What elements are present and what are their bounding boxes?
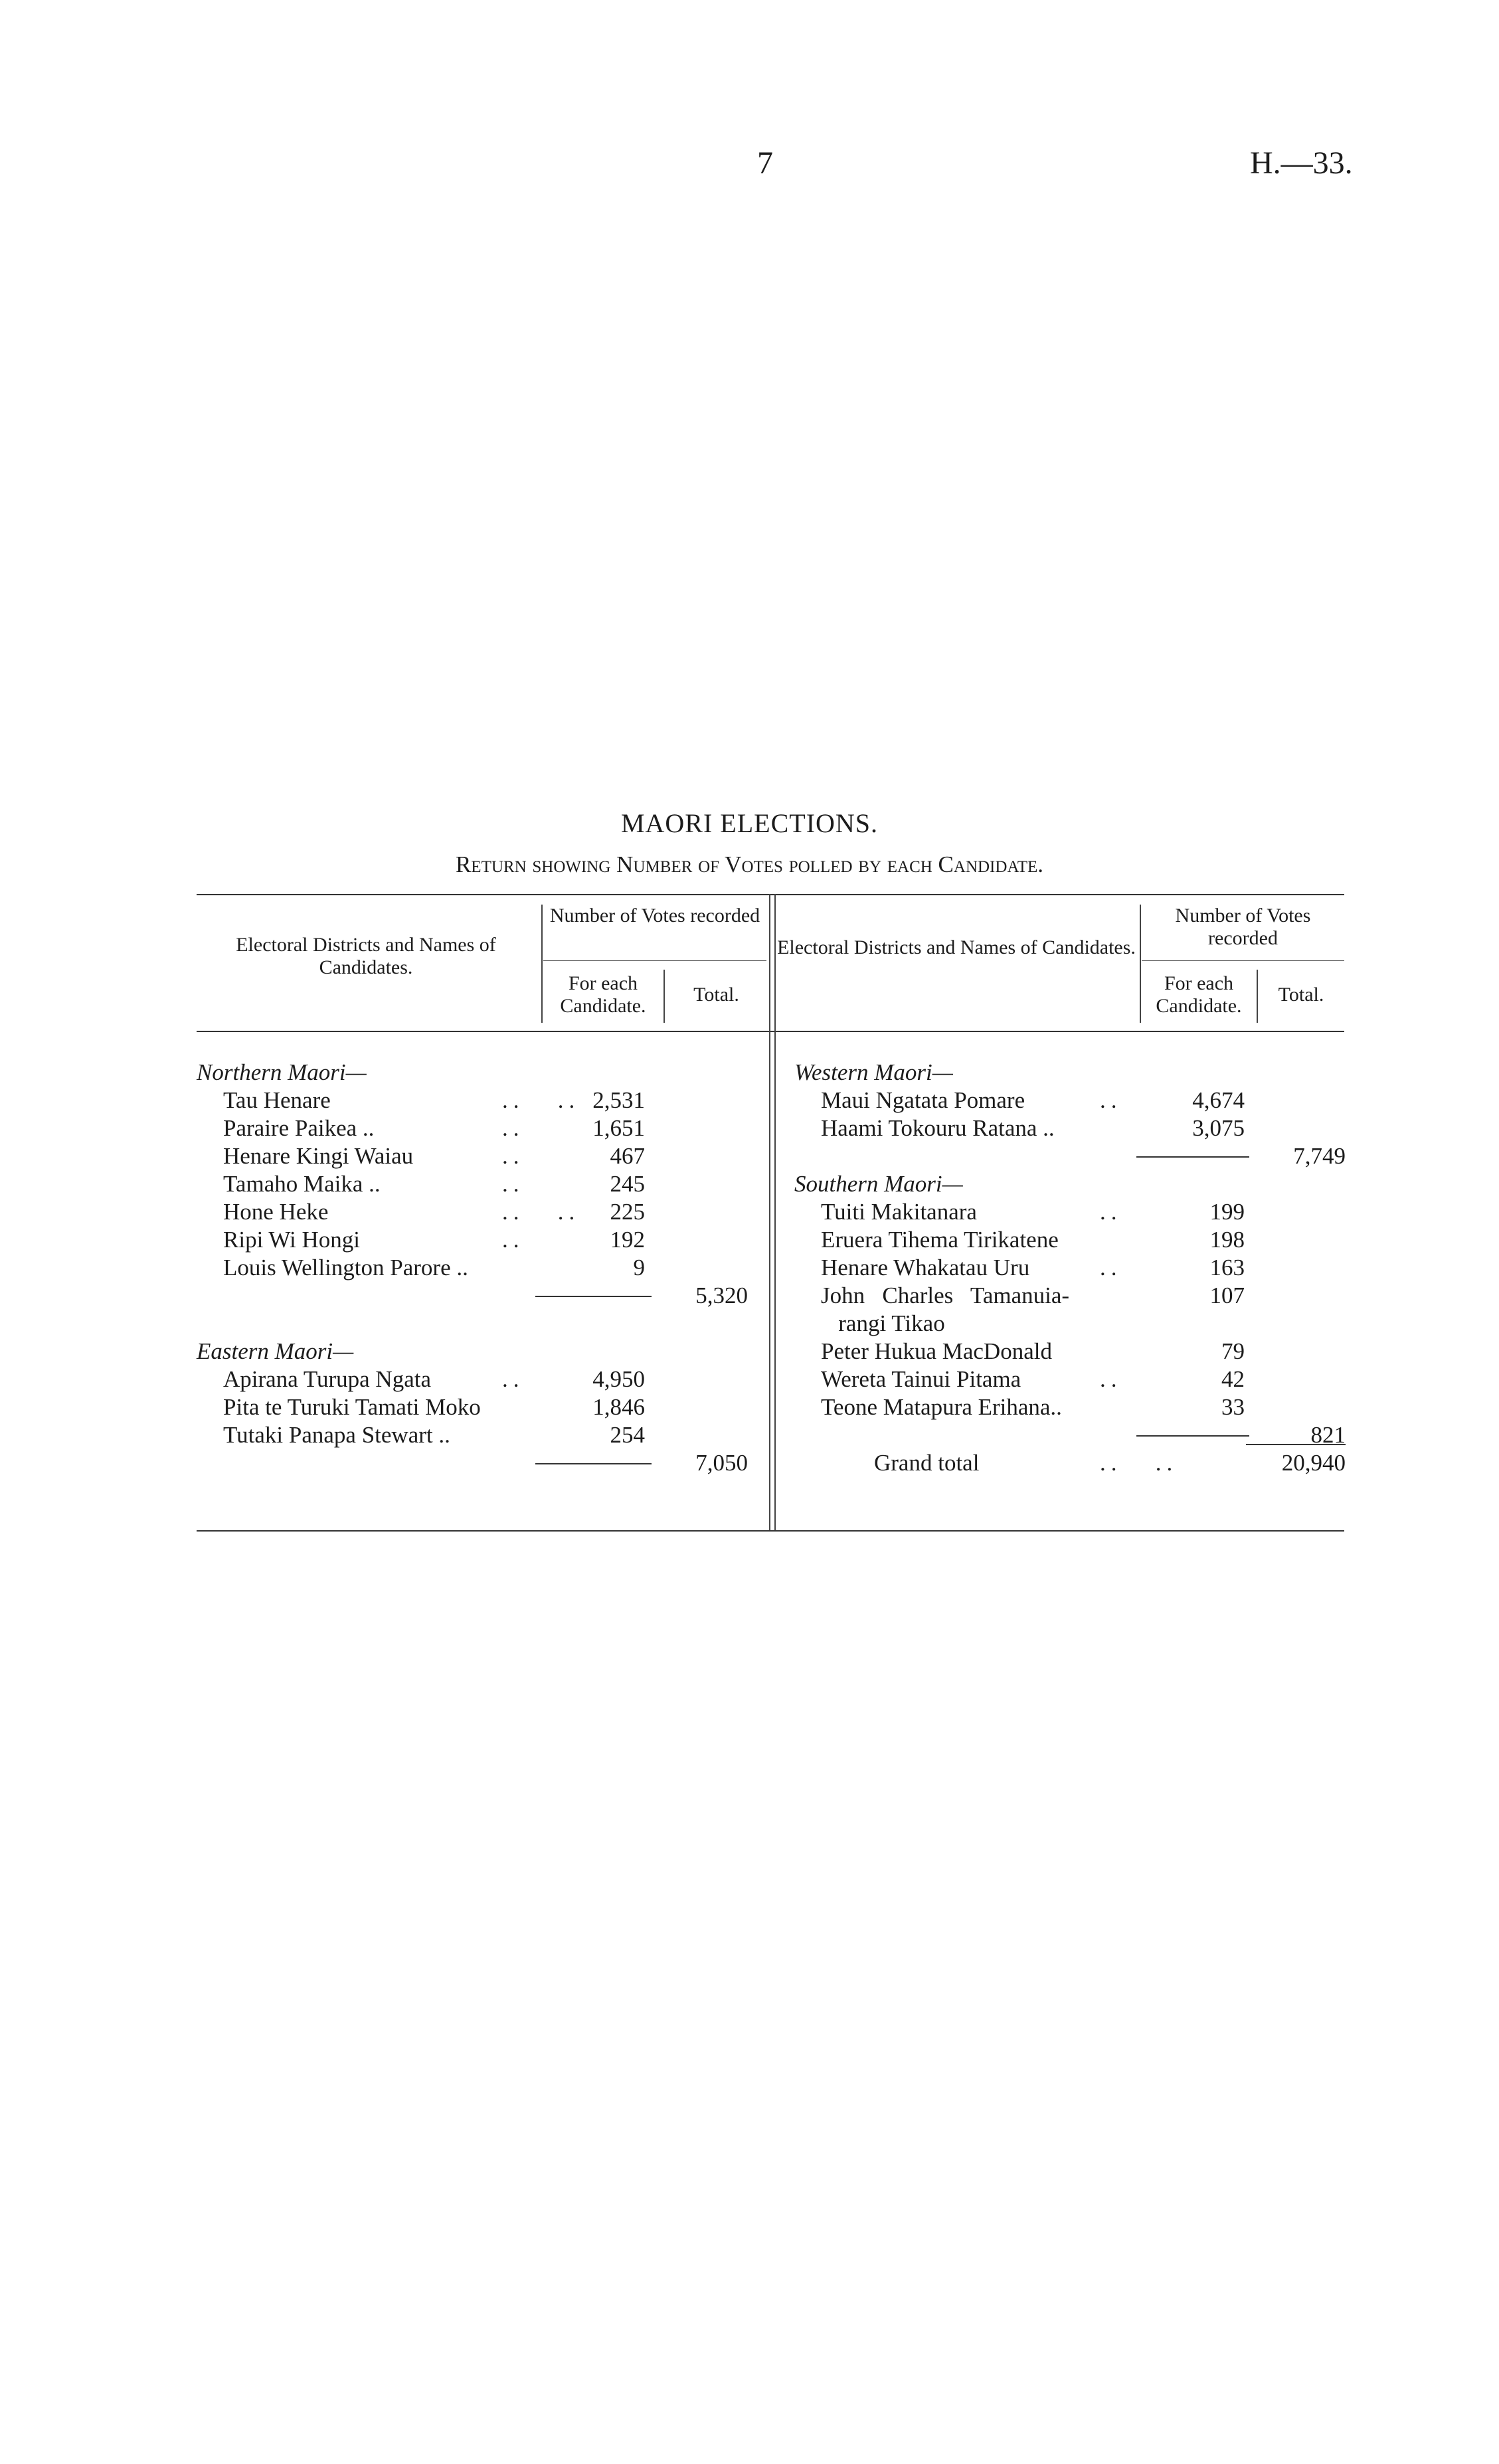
leader-dots: .. xyxy=(502,1171,525,1197)
right-votes-header: Number of Votes recorded xyxy=(1175,905,1311,949)
grand-total-value: 20,940 xyxy=(1281,1450,1346,1476)
votes-for-candidate: 163 xyxy=(1209,1255,1245,1280)
candidate-row xyxy=(197,1254,748,1282)
candidate-name: Haami Tokouru Ratana .. xyxy=(821,1115,1055,1141)
votes-for-candidate: 199 xyxy=(1209,1199,1245,1225)
left-total-header: Total. xyxy=(693,984,739,1006)
candidate-row xyxy=(794,1226,1346,1254)
candidate-name: Tutaki Panapa Stewart .. xyxy=(223,1422,450,1448)
candidate-row xyxy=(794,1254,1346,1282)
subtotal-rule xyxy=(1136,1156,1249,1158)
district-total: 821 xyxy=(1310,1422,1346,1448)
candidate-name: Ripi Wi Hongi xyxy=(223,1227,361,1253)
district-heading xyxy=(197,1059,748,1087)
votes-for-candidate: 192 xyxy=(610,1227,645,1253)
votes-for-candidate: 467 xyxy=(610,1143,645,1169)
left-districts-header: Electoral Districts and Names of Candidates. xyxy=(236,934,496,978)
votes-for-candidate: 2,531 xyxy=(592,1087,645,1113)
candidate-name: Hone Heke xyxy=(223,1199,329,1225)
district-heading xyxy=(794,1170,1346,1198)
candidate-row xyxy=(794,1114,1346,1142)
candidate-name: Louis Wellington Parore .. xyxy=(223,1255,468,1280)
district-name: Southern Maori— xyxy=(794,1171,963,1197)
center-divider-b xyxy=(774,894,776,1530)
right-districts-header: Electoral Districts and Names of Candidates. xyxy=(777,936,1136,958)
candidate-name: Teone Matapura Erihana.. xyxy=(821,1394,1062,1420)
votes-for-candidate: 225 xyxy=(610,1199,645,1225)
votes-for-candidate: 79 xyxy=(1221,1338,1245,1364)
grand-total-rule xyxy=(1246,1444,1346,1445)
candidate-row xyxy=(794,1365,1346,1393)
candidate-name: Tau Henare xyxy=(223,1087,331,1113)
district-total: 5,320 xyxy=(695,1282,748,1308)
candidate-name: Maui Ngatata Pomare xyxy=(821,1087,1025,1113)
votes-for-candidate: 245 xyxy=(610,1171,645,1197)
subtitle-text: Return showing Number of Votes polled by each Candidate. xyxy=(455,851,1044,877)
candidate-row xyxy=(197,1226,748,1254)
votes-for-candidate: 4,950 xyxy=(592,1366,645,1392)
leader-dots: .. xyxy=(502,1143,525,1169)
leader-dots: .. .. xyxy=(502,1199,580,1225)
candidate-row xyxy=(197,1170,748,1198)
grand-total-row xyxy=(794,1449,1346,1477)
leader-dots: .. xyxy=(1100,1199,1122,1225)
leader-dots: .. xyxy=(502,1115,525,1141)
votes-for-candidate: 107 xyxy=(1209,1282,1245,1308)
right-votes-divider xyxy=(1140,905,1141,1023)
candidate-row xyxy=(197,1310,748,1338)
candidate-row xyxy=(197,1365,748,1393)
district-total: 7,050 xyxy=(695,1450,748,1476)
header-bottom-rule xyxy=(197,1031,1344,1032)
left-votes-divider xyxy=(541,905,543,1023)
candidate-name: Paraire Paikea .. xyxy=(223,1115,375,1141)
candidate-row xyxy=(794,1142,1346,1170)
grand-total-label: Grand total xyxy=(874,1450,980,1476)
candidate-name: Eruera Tihema Tirikatene xyxy=(821,1227,1059,1253)
district-total: 7,749 xyxy=(1293,1143,1346,1169)
votes-for-candidate: 3,075 xyxy=(1192,1115,1245,1141)
candidate-name: Pita te Turuki Tamati Moko xyxy=(223,1394,481,1420)
table-bottom-rule xyxy=(197,1530,1344,1532)
candidate-row xyxy=(197,1198,748,1226)
candidate-name: John Charles Tamanuia- xyxy=(821,1282,1070,1308)
district-name: Eastern Maori— xyxy=(197,1338,354,1364)
left-votes-header: Number of Votes recorded xyxy=(549,905,760,926)
district-name: Western Maori— xyxy=(794,1059,953,1085)
candidate-name: Peter Hukua MacDonald xyxy=(821,1338,1052,1364)
leader-dots: .. .. xyxy=(1100,1450,1178,1476)
leader-dots: .. xyxy=(502,1227,525,1253)
table-top-rule xyxy=(197,894,1344,895)
candidate-row xyxy=(794,1087,1346,1114)
votes-for-candidate: 198 xyxy=(1209,1227,1245,1253)
candidate-name: Tuiti Makitanara xyxy=(821,1199,977,1225)
right-total-header: Total. xyxy=(1278,984,1324,1006)
leader-dots: .. xyxy=(1100,1366,1122,1392)
candidate-row xyxy=(794,1393,1346,1421)
leader-dots: .. xyxy=(1100,1255,1122,1280)
district-heading xyxy=(794,1059,1346,1087)
subtotal-rule xyxy=(1136,1435,1249,1437)
candidate-row xyxy=(794,1310,1346,1338)
votes-for-candidate: 254 xyxy=(610,1422,645,1448)
candidate-name: Apirana Turupa Ngata xyxy=(223,1366,432,1392)
document-reference: H.—33. xyxy=(1250,145,1353,181)
candidate-name: Henare Kingi Waiau xyxy=(223,1143,414,1169)
right-votes-subrule xyxy=(1142,960,1344,961)
votes-for-candidate: 1,651 xyxy=(592,1115,645,1141)
candidate-row xyxy=(197,1282,748,1310)
leader-dots: .. xyxy=(1100,1087,1122,1113)
district-name: Northern Maori— xyxy=(197,1059,367,1085)
left-votes-subrule xyxy=(543,960,766,961)
leader-dots: .. .. xyxy=(502,1087,580,1113)
votes-for-candidate: 1,846 xyxy=(592,1394,645,1420)
center-divider-a xyxy=(769,894,770,1530)
votes-for-candidate: 4,674 xyxy=(1192,1087,1245,1113)
document-title: MAORI ELECTIONS. xyxy=(620,808,879,838)
candidate-name: Henare Whakatau Uru xyxy=(821,1255,1030,1280)
leader-dots: .. xyxy=(502,1366,525,1392)
right-for-each-header: For each Candidate. xyxy=(1156,972,1242,1017)
subtotal-rule xyxy=(535,1463,652,1464)
candidate-row xyxy=(794,1282,1346,1310)
candidate-row xyxy=(197,1449,748,1477)
page-number: 7 xyxy=(757,145,773,181)
candidate-row xyxy=(794,1198,1346,1226)
candidate-row xyxy=(794,1338,1346,1365)
candidate-row xyxy=(197,1142,748,1170)
document-subtitle xyxy=(0,851,1499,878)
candidate-name: rangi Tikao xyxy=(821,1310,945,1336)
candidate-name: Wereta Tainui Pitama xyxy=(821,1366,1021,1392)
votes-for-candidate: 33 xyxy=(1221,1394,1245,1420)
candidate-row xyxy=(197,1114,748,1142)
candidate-name: Tamaho Maika .. xyxy=(223,1171,381,1197)
subtotal-rule xyxy=(535,1296,652,1297)
district-heading xyxy=(197,1338,748,1365)
candidate-row xyxy=(197,1421,748,1449)
candidate-row xyxy=(197,1393,748,1421)
candidate-row xyxy=(197,1087,748,1114)
votes-for-candidate: 42 xyxy=(1221,1366,1245,1392)
left-for-each-header: For each Candidate. xyxy=(560,972,646,1017)
votes-for-candidate: 9 xyxy=(633,1255,645,1280)
